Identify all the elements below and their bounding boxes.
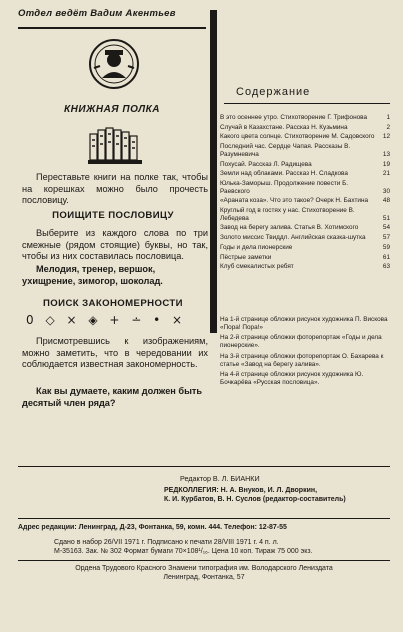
cover-note: На 4-й странице обложки рисунок художника Ю. Бочкарёва «Русская пословица». (220, 371, 364, 386)
contents-item-page: 21 (382, 170, 390, 178)
pattern-heading: ПОИСК ЗАКОНОМЕРНОСТИ (43, 298, 183, 309)
editorial-board-line: РЕДКОЛЛЕГИЯ: Н. А. Внуков, И. Л. Дворкин, (164, 487, 318, 494)
pattern-question: Как вы думаете, каким должен быть десятый член ряда? (22, 386, 203, 408)
editorial-board-line: К. И. Курбатов, В. Н. Суслов (редактор-составитель) (164, 496, 346, 503)
contents-item (220, 124, 390, 132)
cover-note: На 1-й странице обложки рисунок художника П. Вискова «Пора! Пора!» (220, 316, 388, 331)
cover-note: На 3-й странице обложки фоторепортаж О. Бахарева к статье «Завод на берегу залива». (220, 352, 384, 368)
contents-item-title: В это осеннее утро. Стихотворение Г. Трифонова (220, 114, 368, 121)
editorial-address: Адрес редакции: Ленинград, Д-23, Фонтанка, 59, комн. 444. Телефон: 12-87-55 (18, 524, 287, 531)
contents-item-title: Клуб смекалистых ребят (220, 263, 294, 271)
editorial-board (164, 486, 390, 504)
contents-item (220, 143, 390, 158)
column-divider (210, 10, 217, 333)
contents-item (220, 180, 390, 195)
contents-item (220, 234, 390, 242)
contents-item-title: Пёстрые заметки (220, 253, 272, 261)
contents-item-page: 61 (382, 253, 390, 261)
contents-item-title: Завод на берегу залива. Статья В. Хотимского (220, 224, 359, 232)
bookshelf-instructions: Переставьте книги на полке так, чтобы на корешках можно было прочесть пословицу. (22, 172, 208, 205)
contents-item-title: Золото миссис Твиддл. Английская сказка-шутка (220, 234, 366, 242)
contents-list (220, 114, 390, 273)
contents-item-title: Похусай. Рассказ Л. Радищева (220, 160, 312, 168)
contents-item-title: Годы и дела пионерские (220, 243, 293, 251)
contents-item-title: Последний час. Сердце Чапая. Рассказы В. Разумневича (220, 143, 351, 158)
cover-notes (220, 316, 390, 390)
contents-item-page: 48 (382, 197, 390, 205)
print-details (54, 538, 394, 556)
contents-item-page: 30 (382, 187, 390, 195)
printer-divider (18, 560, 390, 561)
contents-item-title: Случай в Казахстане. Рассказ Н. Кузьмина (220, 123, 348, 131)
proverb-heading: ПОИЩИТЕ ПОСЛОВИЦУ (52, 210, 174, 221)
contents-item (220, 161, 390, 169)
contents-item-page: 2 (386, 123, 390, 131)
contents-divider (224, 103, 390, 104)
byline-divider (18, 27, 206, 29)
contents-item-page: 57 (382, 234, 390, 242)
contents-item (220, 244, 390, 252)
contents-item-title: Юлька-Заморыш. Продолжение повести Б. Раевского (220, 179, 349, 195)
contents-item-title: Какого цвета солнце. Стихотворение М. Садовского (220, 133, 375, 141)
printer-info-line: Ленинград, Фонтанка, 57 (163, 574, 245, 581)
contents-item-title: Круглый год в гостях у нас. Стихотворение В. Лебедева (220, 207, 355, 222)
print-details-line: М-35163. Зак. № 302 Формат бумаги 70×108¹/₁₆. Цена 10 коп. Тираж 75 000 экз. (54, 548, 313, 555)
contents-item-page: 13 (382, 150, 390, 158)
contents-item (220, 197, 390, 205)
contents-item-title: Земли над облаками. Рассказ Н. Сладкова (220, 170, 348, 178)
contents-item-page: 1 (386, 114, 390, 121)
proverb-instructions: Выберите из каждого слова по три смежные (рядом стоящие) буквы, но так, чтобы из них составилась пословица. (22, 228, 208, 261)
contents-item (220, 254, 390, 262)
contents-item (220, 263, 390, 271)
bookshelf-icon (88, 124, 142, 166)
pattern-sequence: 0 ◇ × ◈ + ∸ • × (26, 313, 187, 327)
printer-info (18, 564, 390, 582)
proverb-words: Мелодия, тренер, вершок, ухищрение, зимогор, шоколад. (22, 264, 163, 286)
sailor-portrait-emblem-icon (88, 38, 140, 90)
contents-item-page: 12 (382, 133, 390, 141)
pattern-instructions: Присмотревшись к изображениям, можно заметить, что в чередовании их соблюдается известная закономерность. (22, 336, 208, 369)
credits-divider (18, 466, 390, 467)
contents-title: Содержание (236, 86, 311, 98)
contents-item (220, 207, 390, 222)
contents-item (220, 170, 390, 178)
contents-item-page: 51 (382, 214, 390, 222)
contents-item (220, 133, 390, 141)
contents-item-title: «Араната коза». Что это такое? Очерк Н. Бахтина (220, 197, 369, 205)
address-divider (18, 518, 390, 519)
contents-item (220, 224, 390, 232)
contents-item-page: 54 (382, 224, 390, 232)
editor-credit: Редактор В. Л. БИАНКИ (180, 474, 260, 483)
cover-note: На 2-й странице обложки фоторепортаж «Годы и дела пионерские». (220, 334, 382, 350)
bookshelf-heading: КНИЖНАЯ ПОЛКА (64, 104, 160, 115)
print-details-line: Сдано в набор 26/VII 1971 г. Подписано к печати 28/VIII 1971 г. 4 п. л. (54, 539, 279, 546)
contents-item-page: 63 (382, 263, 390, 271)
contents-item-page: 19 (382, 160, 390, 168)
contents-item (220, 114, 390, 122)
contents-item-page: 59 (382, 243, 390, 251)
section-byline: Отдел ведёт Вадим Акентьев (18, 8, 176, 19)
printer-info-line: Ордена Трудового Красного Знамени типография им. Володарского Лениздата (75, 565, 333, 572)
